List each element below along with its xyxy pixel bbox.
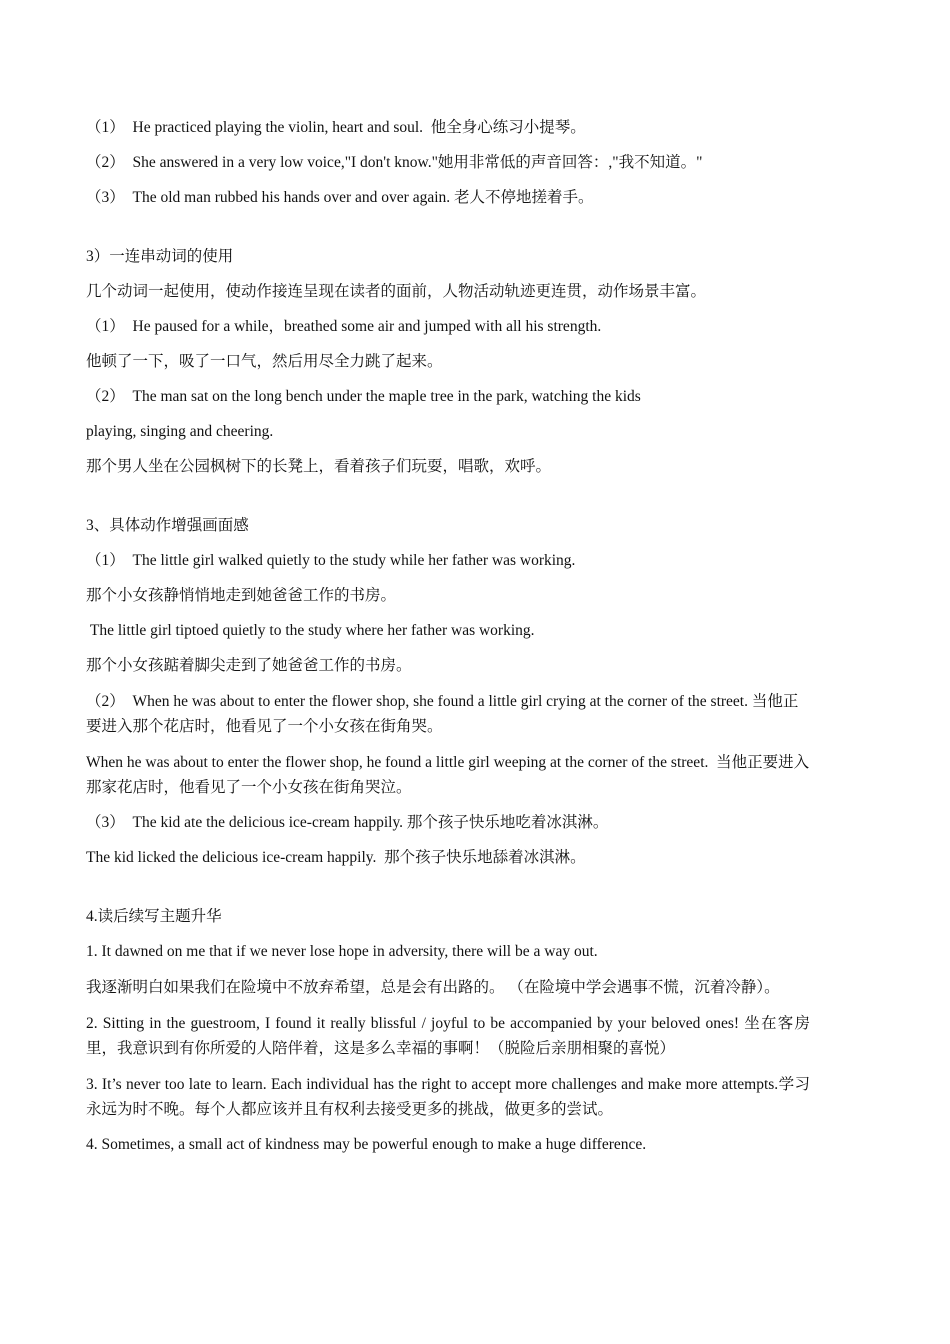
section-heading: 3、具体动作增强画面感 [86,517,249,534]
translation-line: 那个男人坐在公园枫树下的长凳上，看着孩子们玩耍，唱歌，欢呼。 [86,458,552,475]
numbered-sentence: 1. It dawned on me that if we never lose hope in adversity, there will be a way out. [86,943,598,960]
translation-line: 那个小女孩踮着脚尖走到了她爸爸工作的书房。 [86,657,412,674]
example-line-continued: playing, singing and cheering. [86,423,274,440]
example-line: （3） The kid ate the delicious ice-cream happily. 那个孩子快乐地吃着冰淇淋。 [86,814,609,831]
blank-line [86,881,810,905]
numbered-sentence: 3. It’s never too late to learn. Each individual has the right to accept more challenges and make more attempts.学习永远为时不晚。每个人都应该并且有权利去接受更多的挑战，做更多的尝试。 [86,1076,810,1118]
example-line: （2） The man sat on the long bench under the maple tree in the park, watching the kids [86,388,641,405]
example-line: When he was about to enter the flower shop, he found a little girl weeping at the corner of the street. 当他正要进入那家花店时，他看见了一个小女孩在街角哭泣。 [86,754,810,796]
document-page [86,116,810,1168]
blank-line [86,490,810,514]
example-line: （1） The little girl walked quietly to the study while her father was working. [86,552,576,569]
example-line: （2） When he was about to enter the flower shop, she found a little girl crying at the corner of the street. 当他正要进入那个花店时，他看见了一个小女孩在街角哭。 [86,693,799,735]
numbered-sentence: 2. Sitting in the guestroom, I found it really blissful / joyful to be accompanied by your beloved ones! 坐在客房里，我意识到有你所爱的人陪伴着，这是多么幸福的事啊！（脱险后亲朋相聚的喜悦） [86,1015,810,1057]
example-line: The little girl tiptoed quietly to the study where her father was working. [86,622,535,639]
section-heading: 3）一连串动词的使用 [86,248,234,265]
example-line: （1） He practiced playing the violin, heart and soul. 他全身心练习小提琴。 [86,119,586,136]
blank-line [86,221,810,245]
translation-line: 他顿了一下，吸了一口气，然后用尽全力跳了起来。 [86,353,443,370]
translation-line: 我逐渐明白如果我们在险境中不放弃希望，总是会有出路的。 （在险境中学会遇事不慌，沉着冷静）。 [86,979,780,996]
example-line: （1） He paused for a while，breathed some air and jumped with all his strength. [86,318,602,335]
numbered-sentence: 4. Sometimes, a small act of kindness may be powerful enough to make a huge difference. [86,1136,647,1153]
translation-line: 那个小女孩静悄悄地走到她爸爸工作的书房。 [86,587,397,604]
section-heading: 4.读后续写主题升华 [86,908,222,925]
example-line: （3） The old man rubbed his hands over and over again. 老人不停地搓着手。 [86,189,594,206]
paragraph: 几个动词一起使用，使动作接连呈现在读者的面前，人物活动轨迹更连贯，动作场景丰富。 [86,283,707,300]
example-line: （2） She answered in a very low voice,"I don't know."她用非常低的声音回答：,"我不知道。" [86,154,703,171]
example-line: The kid licked the delicious ice-cream happily. 那个孩子快乐地舔着冰淇淋。 [86,849,586,866]
